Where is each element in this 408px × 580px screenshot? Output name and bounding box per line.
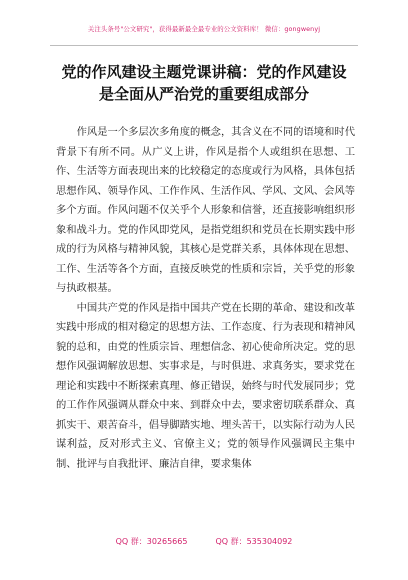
paragraph-2: 中国共产党的作风是指中国共产党在长期的革命、建设和改革实践中形成的相对稳定的思想方法、工作态度、行为表现和精神风貌的总和，由党的性质宗旨、理想信念、初心使命所决定。党的思想作风强调解放思想、实事求是，与时俱进、求真务实，要求党在理论和实践中不断探索真理、修正错误，始终与时代发展同步；党的工作作风强调从群众中来、到群众中去，要求密切联系群众、真抓实干、艰苦奋斗，倡导脚踏实地、埋头苦干，以实际行动为人民谋利益，反对形式主义、官僚主义；党的领导作风强调民主集中制、批评与自我批评、廉洁自律，要求集体 — [56, 301, 355, 470]
header-divider — [50, 45, 358, 46]
footer-qq-group-1: QQ 群：30265665 — [115, 537, 188, 546]
page-header-banner: 关注头条号"公文研究"，获得最新最全最专业的公文资料库！ 微信：gongwenyj — [87, 25, 321, 33]
footer-qq-group-2: QQ 群：535304092 — [215, 537, 293, 546]
page-footer — [0, 536, 408, 547]
document-body — [56, 123, 355, 474]
document-title: 党的作风建设主题党课讲稿：党的作风建设是全面从严治党的重要组成部分 — [61, 63, 347, 103]
paragraph-1: 作风是一个多层次多角度的概念，其含义在不同的语境和时代背景下有所不同。从广义上讲，作风是指个人或组织在思想、工作、生活等方面表现出来的比较稳定的态度或行为风格，具体包括思想作风、领导作风、工作作风、生活作风、学风、文风、会风等多个方面。作风问题不仅关乎个人形象和信誉，还直接影响组织形象和战斗力。党的作风即党风，是指党组织和党员在长期实践中形成的行为风格与精神风貌，其核心是党群关系，具体体现在思想、工作、生活等各个方面，直接反映党的性质和宗旨，关乎党的形象与执政根基。 — [56, 126, 355, 294]
